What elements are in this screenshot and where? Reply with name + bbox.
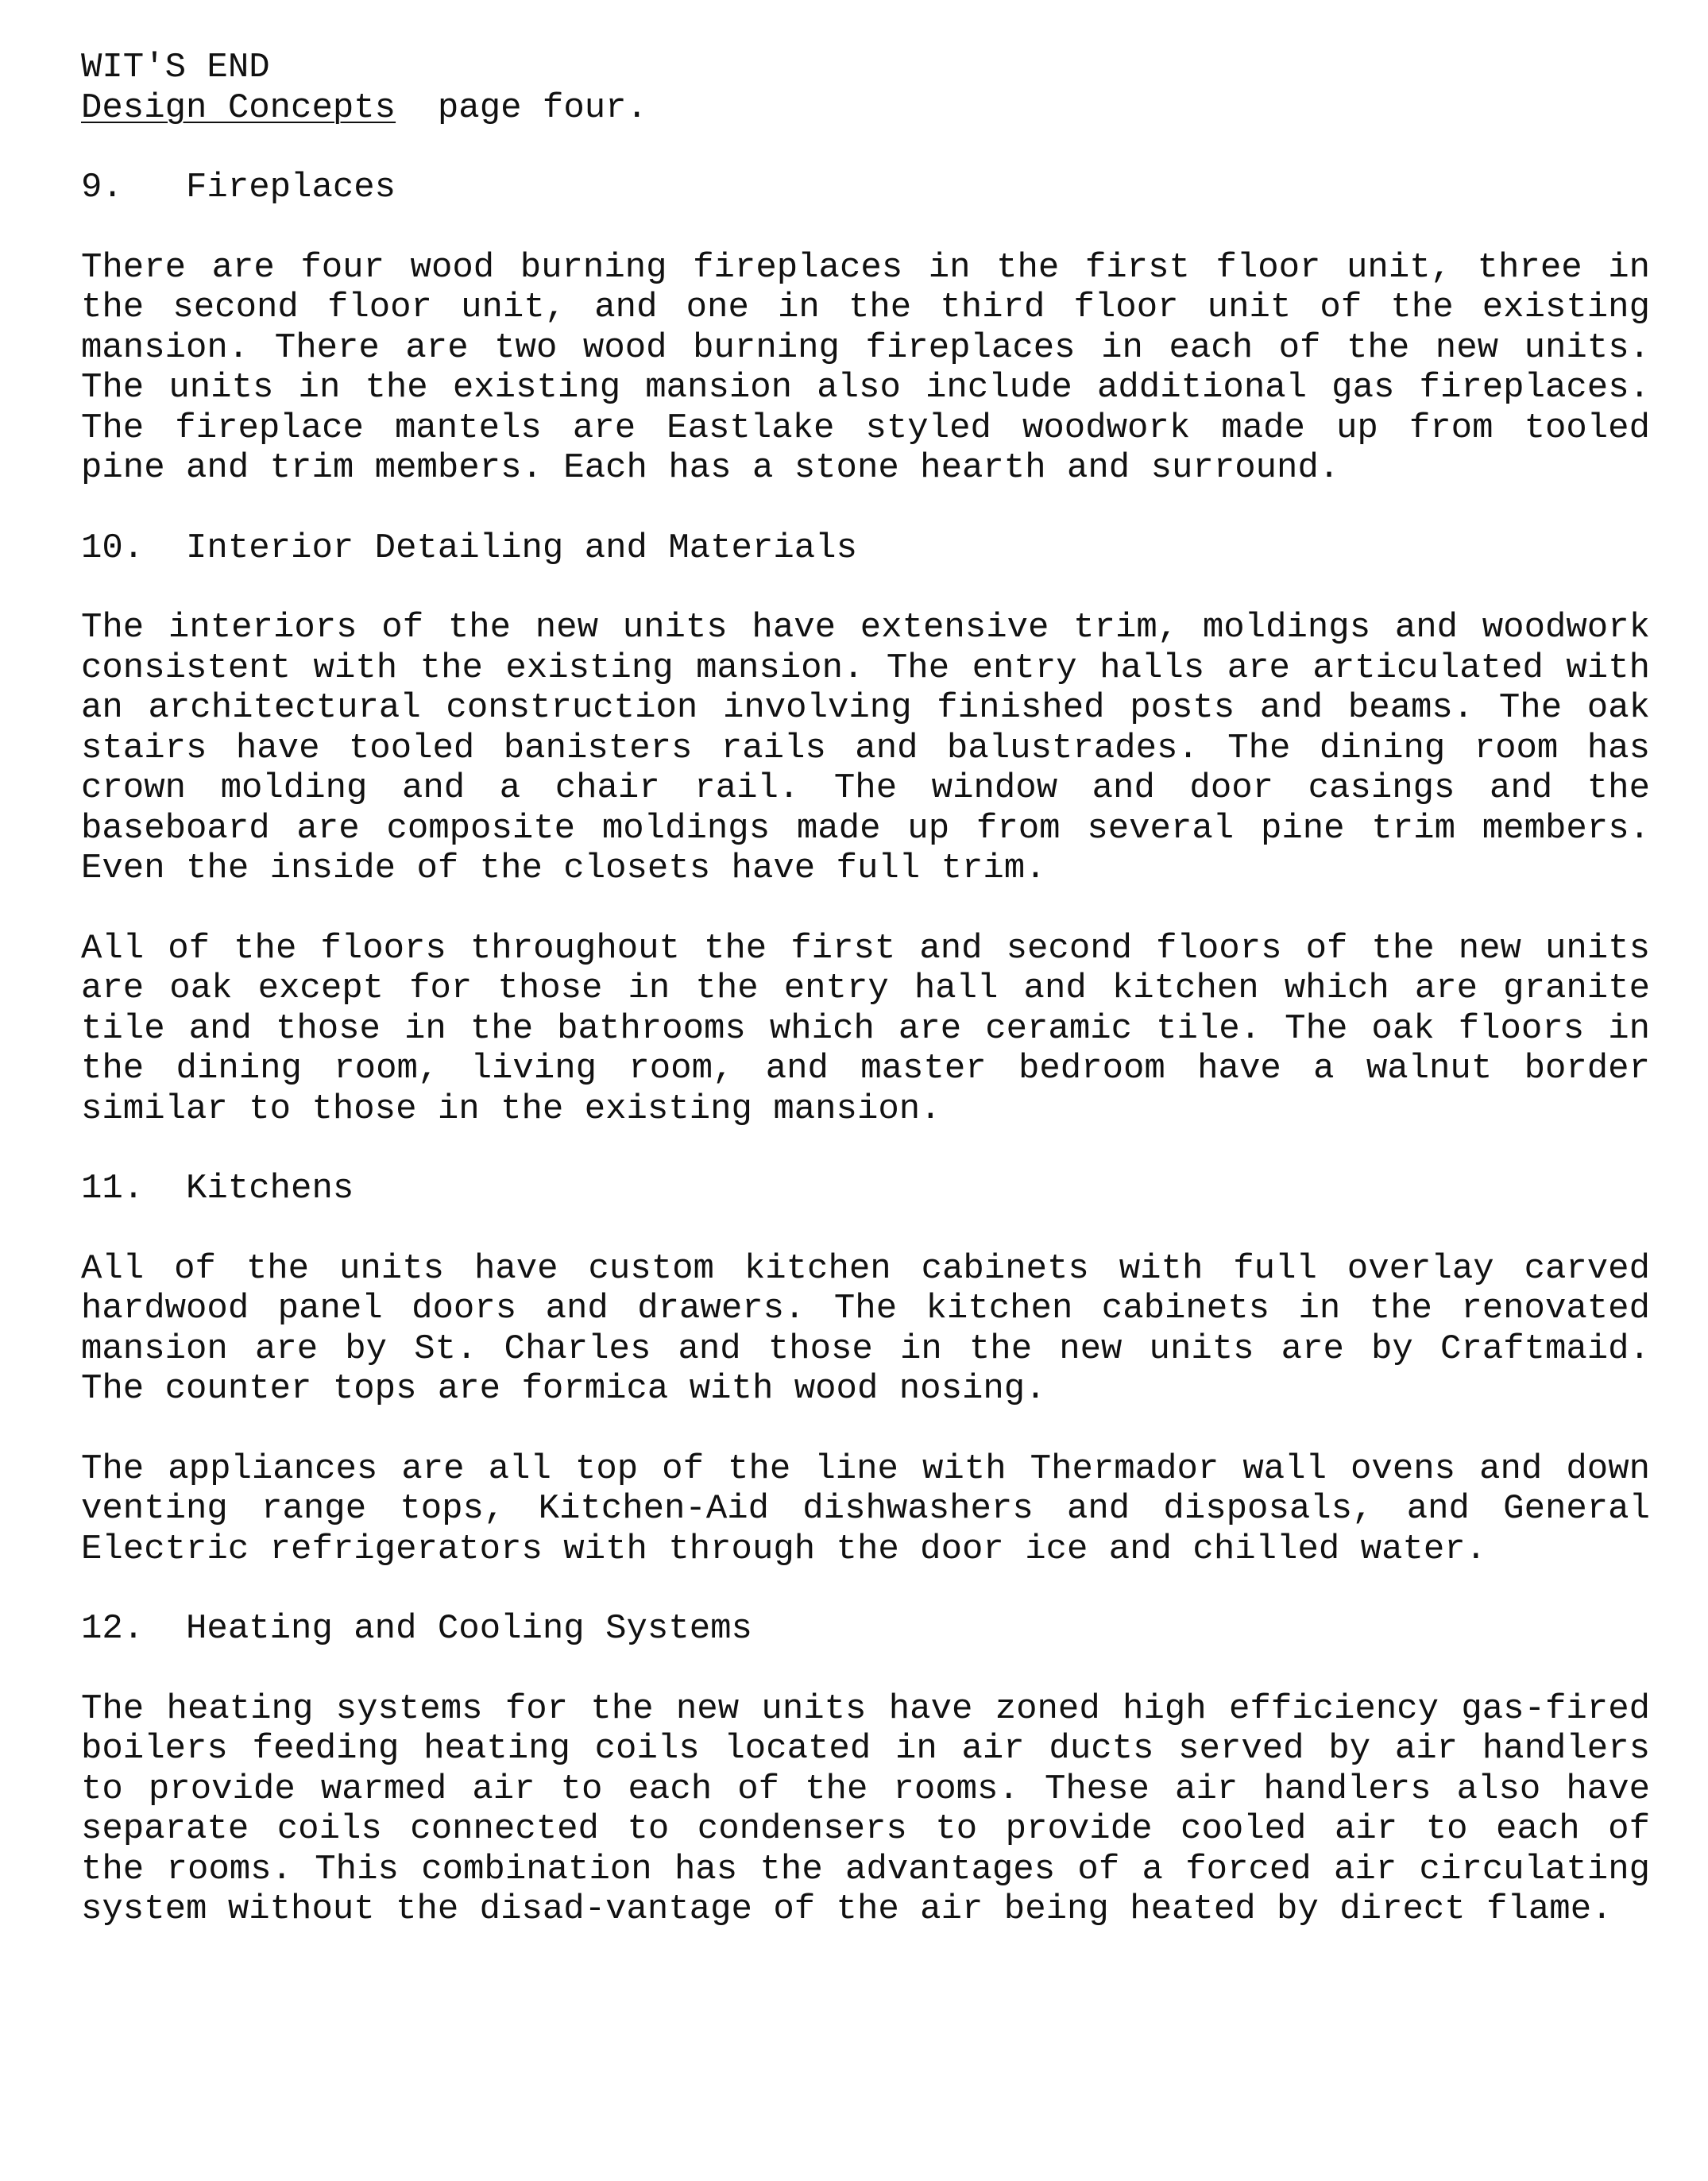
paragraph: All of the units have custom kitchen cabinets with full overlay carved hardwood panel doors and drawers. The kitchen cabinets in the renovated mansion are by St. Charles and those in the new units are by Craftmaid. The counter tops are formica with wood nosing. xyxy=(81,1248,1650,1409)
section-title: Interior Detailing and Materials xyxy=(186,528,857,568)
paragraph: The interiors of the new units have extensive trim, moldings and woodwork consistent with the existing mansion. The entry halls are articulated with an architectural construction involving finished posts and beams. The oak stairs have tooled banisters rails and balustrades. The dining room has crown molding and a chair rail. The window and door casings and the baseboard are composite moldings made up from several pine trim members. Even the inside of the closets have full trim. xyxy=(81,608,1650,888)
section-title: Kitchens xyxy=(186,1169,354,1208)
paragraph: The appliances are all top of the line with Thermador wall ovens and down venting range tops, Kitchen-Aid dishwashers and disposals, and General Electric refrigerators with through the door ice and chilled water. xyxy=(81,1448,1650,1569)
section-number: 10. xyxy=(81,528,145,568)
section-number: 12. xyxy=(81,1609,145,1649)
paragraph: There are four wood burning fireplaces in the first floor unit, three in the second floor unit, and one in the third floor unit of the existing mansion. There are two wood burning fireplaces in each of the new units. The units in the existing mansion also include additional gas fireplaces. The fireplace mantels are Eastlake styled woodwork made up from tooled pine and trim members. Each has a stone hearth and surround. xyxy=(81,247,1650,488)
section-heading-heating-cooling xyxy=(81,1609,1650,1649)
section-title: Heating and Cooling Systems xyxy=(186,1609,752,1649)
section-title: Fireplaces xyxy=(186,168,396,207)
section-number: 11. xyxy=(81,1169,145,1208)
document-title: WIT'S END xyxy=(81,48,270,87)
paragraph: All of the floors throughout the first and second floors of the new units are oak except for those in the entry hall and kitchen which are granite tile and those in the bathrooms which are ceramic tile. The oak floors in the dining room, living room, and master bedroom have a walnut border similar to those in the existing mansion. xyxy=(81,928,1650,1129)
paragraph: The heating systems for the new units have zoned high efficiency gas-fired boilers feeding heating coils located in air ducts served by air handlers to provide warmed air to each of the rooms. These air handlers also have separate coils connected to condensers to provide cooled air to each of the rooms. This combination has the advantages of a forced air circulating system without the disad-vantage of the air being heated by direct flame. xyxy=(81,1688,1650,1929)
document-subtitle-line xyxy=(81,88,1650,129)
section-heading-interior-detailing xyxy=(81,528,1650,569)
section-heading-fireplaces xyxy=(81,168,1650,208)
section-number: 9. xyxy=(81,168,123,207)
section-heading-kitchens xyxy=(81,1169,1650,1209)
document-subtitle: Design Concepts xyxy=(81,87,396,128)
document-page xyxy=(81,48,1650,1930)
page-label: page four. xyxy=(437,87,647,128)
